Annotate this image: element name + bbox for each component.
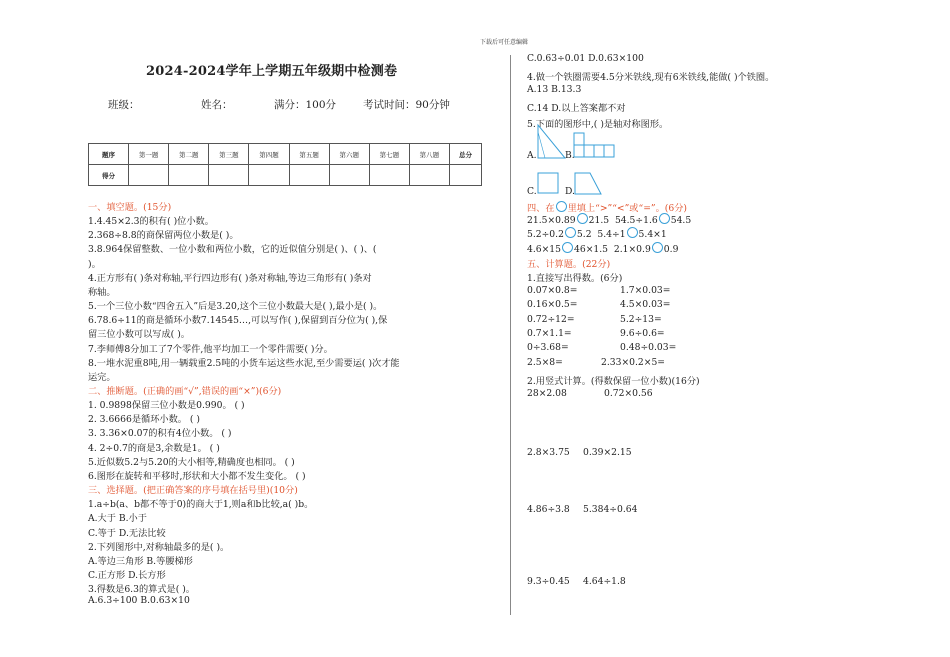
vertical-calc-item: 28×2.08 [527, 388, 567, 399]
direct-calc-item: 5.2÷13= [620, 313, 662, 325]
blank-circle-icon [556, 201, 567, 212]
vertical-calc-item: 4.64÷1.8 [583, 576, 626, 587]
question-line: 运完。 [88, 371, 116, 383]
direct-calc-item: 0.48÷0.03= [620, 342, 677, 354]
compare-right: 46×1.5 [574, 243, 609, 255]
shape-label-b: B. [565, 150, 575, 161]
section-title: 二、推断题。(正确的画“√”,错误的画“×”)(6分) [88, 386, 282, 397]
section-title: 一、填空题。(15分) [88, 202, 172, 213]
question-line: A.13 B.13.3 [527, 84, 582, 96]
question-line: 2.下列图形中,对称轴最多的是( )。 [88, 541, 230, 553]
compare-left: 4.6×15 [527, 243, 562, 255]
score-cell [329, 165, 369, 186]
question-line: 4.做一个铁圈需要4.5分米铁线,现有6米铁线,能做( )个铁圈。 [527, 71, 775, 83]
compare-left: 54.5÷1.6 [614, 215, 658, 226]
compare-right: 54.5 [670, 215, 692, 226]
blank-circle-icon [577, 213, 588, 224]
right-triangle-shape [537, 124, 567, 160]
score-header-cell: 总分 [449, 144, 481, 165]
question-line: 称轴。 [88, 286, 116, 298]
score-cell [449, 165, 481, 186]
compare-row [527, 227, 667, 240]
vertical-calc-item: 4.86÷3.8 [527, 504, 570, 515]
score-cell [409, 165, 449, 186]
direct-calc-item: 0.16×0.5= [527, 299, 578, 311]
direct-calc-item: 4.5×0.03= [620, 299, 671, 311]
score-cell [129, 165, 169, 186]
exam-time-label: 考试时间：90分钟 [363, 99, 450, 111]
score-header-cell: 第三题 [209, 144, 249, 165]
blank-circle-icon [659, 213, 670, 224]
question-line: 4. 2÷0.7的商是3,余数是1。 ( ) [88, 442, 220, 454]
question-line: )。 [88, 258, 101, 270]
section-title: 三、选择题。(把正确答案的序号填在括号里)(10分) [88, 485, 298, 496]
question-line: 1.a÷b(a、b都不等于0)的商大于1,则a和b比较,a( )b。 [88, 499, 314, 511]
question-line: 1.4.45×2.3的积有( )位小数。 [88, 216, 214, 228]
vertical-calc-item: 9.3÷0.45 [527, 576, 570, 587]
shape-label-d: D. [565, 186, 575, 197]
question-line: C.正方形 D.长方形 [88, 569, 166, 581]
question-line: 5.下面的图形中,( )是轴对称图形。 [527, 118, 669, 130]
score-header-cell: 第二题 [169, 144, 209, 165]
question-line: 6.78.6÷11的商是循环小数7.14545…,可以写作( ),保留到百分位为( ),保 [88, 315, 388, 327]
page-title: 2024-2024学年上学期五年级期中检测卷 [146, 64, 398, 79]
compare-right: 0.9 [663, 243, 679, 255]
score-header-cell: 第六题 [329, 144, 369, 165]
section-four-title [527, 200, 687, 214]
question-line: 4.正方形有( )条对称轴,平行四边形有( )条对称轴,等边三角形有( )条对 [88, 272, 372, 284]
score-header-cell: 第五题 [289, 144, 329, 165]
compare-left: 5.4÷1 [597, 229, 626, 241]
score-header-cell: 第一题 [129, 144, 169, 165]
score-cell [289, 165, 329, 186]
question-line: 2. 3.6666是循环小数。 ( ) [88, 414, 200, 426]
section-four-title-post: 里填上“>”“<”或“=”。(6分) [567, 203, 687, 214]
score-header-cell: 第八题 [409, 144, 449, 165]
question-line: 6.图形在旋转和平移时,形状和大小都不发生变化。 ( ) [88, 470, 306, 482]
compare-left: 2.1×0.9 [613, 243, 651, 255]
blank-circle-icon [652, 242, 663, 253]
score-table [88, 143, 482, 186]
section-five-title: 五、计算题。(22分) [527, 259, 611, 270]
score-cell [249, 165, 289, 186]
question-line: A.等边三角形 B.等腰梯形 [88, 555, 193, 567]
direct-calc-item: 2.33×0.2×5= [601, 356, 666, 368]
question-line: A.大于 B.小于 [88, 513, 147, 525]
score-cell [369, 165, 409, 186]
question-line: A.6.3÷100 B.0.63×10 [88, 595, 190, 607]
score-header-cell: 第四题 [249, 144, 289, 165]
question-line: C.等于 D.无法比较 [88, 527, 166, 539]
blank-circle-icon [565, 227, 576, 238]
score-header-cell: 题序 [89, 144, 129, 165]
question-line: 5.一个三位小数“四舍五入”后是3.20,这个三位小数最大是( ),最小是( )。 [88, 301, 383, 313]
shape-label-a: A. [527, 150, 537, 161]
direct-calc-item: 0.07×0.8= [527, 285, 578, 296]
cross-net-shape [573, 132, 615, 160]
header-note: 下载后可任意编辑 [480, 39, 529, 46]
question-line: 留三位小数可以写成( )。 [88, 329, 190, 341]
direct-calc-item: 1.7×0.03= [620, 285, 671, 296]
direct-calc-item: 0.72÷12= [527, 313, 575, 325]
score-row-label: 得分 [89, 165, 129, 186]
question-line: 7.李师傅8分加工了7个零件,他平均加工一个零件需要( )分。 [88, 343, 333, 355]
compare-right: 21.5 [588, 215, 610, 226]
question-line: 3. 3.36×0.07的积有4位小数。 ( ) [88, 428, 232, 440]
direct-calc-heading: 1.直接写出得数。(6分) [527, 273, 623, 284]
question-line: 2.368÷8.8的商保留两位小数是( )。 [88, 230, 239, 242]
square-shape [537, 172, 559, 194]
direct-calc-item: 9.6÷0.6= [620, 327, 665, 339]
vertical-calc-item: 5.384÷0.64 [583, 504, 638, 515]
vertical-calc-item: 2.8×3.75 [527, 447, 570, 458]
compare-right: 5.2 [576, 229, 592, 241]
blank-circle-icon [562, 242, 573, 253]
shape-label-c: C. [527, 186, 537, 197]
direct-calc-item: 0÷3.68= [527, 342, 569, 354]
compare-left: 5.2÷0.2 [527, 229, 564, 241]
blank-circle-icon [627, 227, 638, 238]
question-line: 5.近似数5.2与5.20的大小相等,精确度也相同。 ( ) [88, 456, 295, 468]
vertical-calc-heading: 2.用竖式计算。(得数保留一位小数)(16分) [527, 376, 700, 387]
question-line: C.0.63÷0.01 D.0.63×100 [527, 53, 644, 64]
class-label: 班级： [108, 99, 140, 111]
direct-calc-item: 2.5×8= [527, 356, 563, 368]
question-line: 1. 0.9898保留三位小数是0.990。 ( ) [88, 400, 245, 412]
score-cell [209, 165, 249, 186]
full-score-label: 满分：100分 [274, 99, 337, 111]
score-cell [169, 165, 209, 186]
question-line: C.14 D.以上答案都不对 [527, 103, 626, 115]
column-divider [510, 55, 511, 615]
question-line: 8.一堆水泥重8吨,用一辆载重2.5吨的小货车运这些水泥,至少需要运( )次才能 [88, 357, 400, 369]
vertical-calc-item: 0.72×0.56 [604, 388, 653, 399]
section-four-title-pre: 四、在 [527, 203, 555, 214]
compare-row [527, 213, 691, 226]
compare-right: 5.4×1 [638, 229, 667, 241]
compare-row [527, 242, 678, 255]
question-line: 3.8.964保留整数、一位小数和两位小数，它的近似值分别是( )、( )、( [88, 244, 377, 256]
vertical-calc-item: 0.39×2.15 [583, 447, 632, 458]
trapezoid-shape [574, 172, 604, 196]
question-line: 3.得数是6.3的算式是( )。 [88, 584, 195, 595]
score-header-cell: 第七题 [369, 144, 409, 165]
direct-calc-item: 0.7×1.1= [527, 327, 572, 339]
name-label: 姓名： [201, 99, 233, 111]
compare-left: 21.5×0.89 [527, 215, 576, 226]
